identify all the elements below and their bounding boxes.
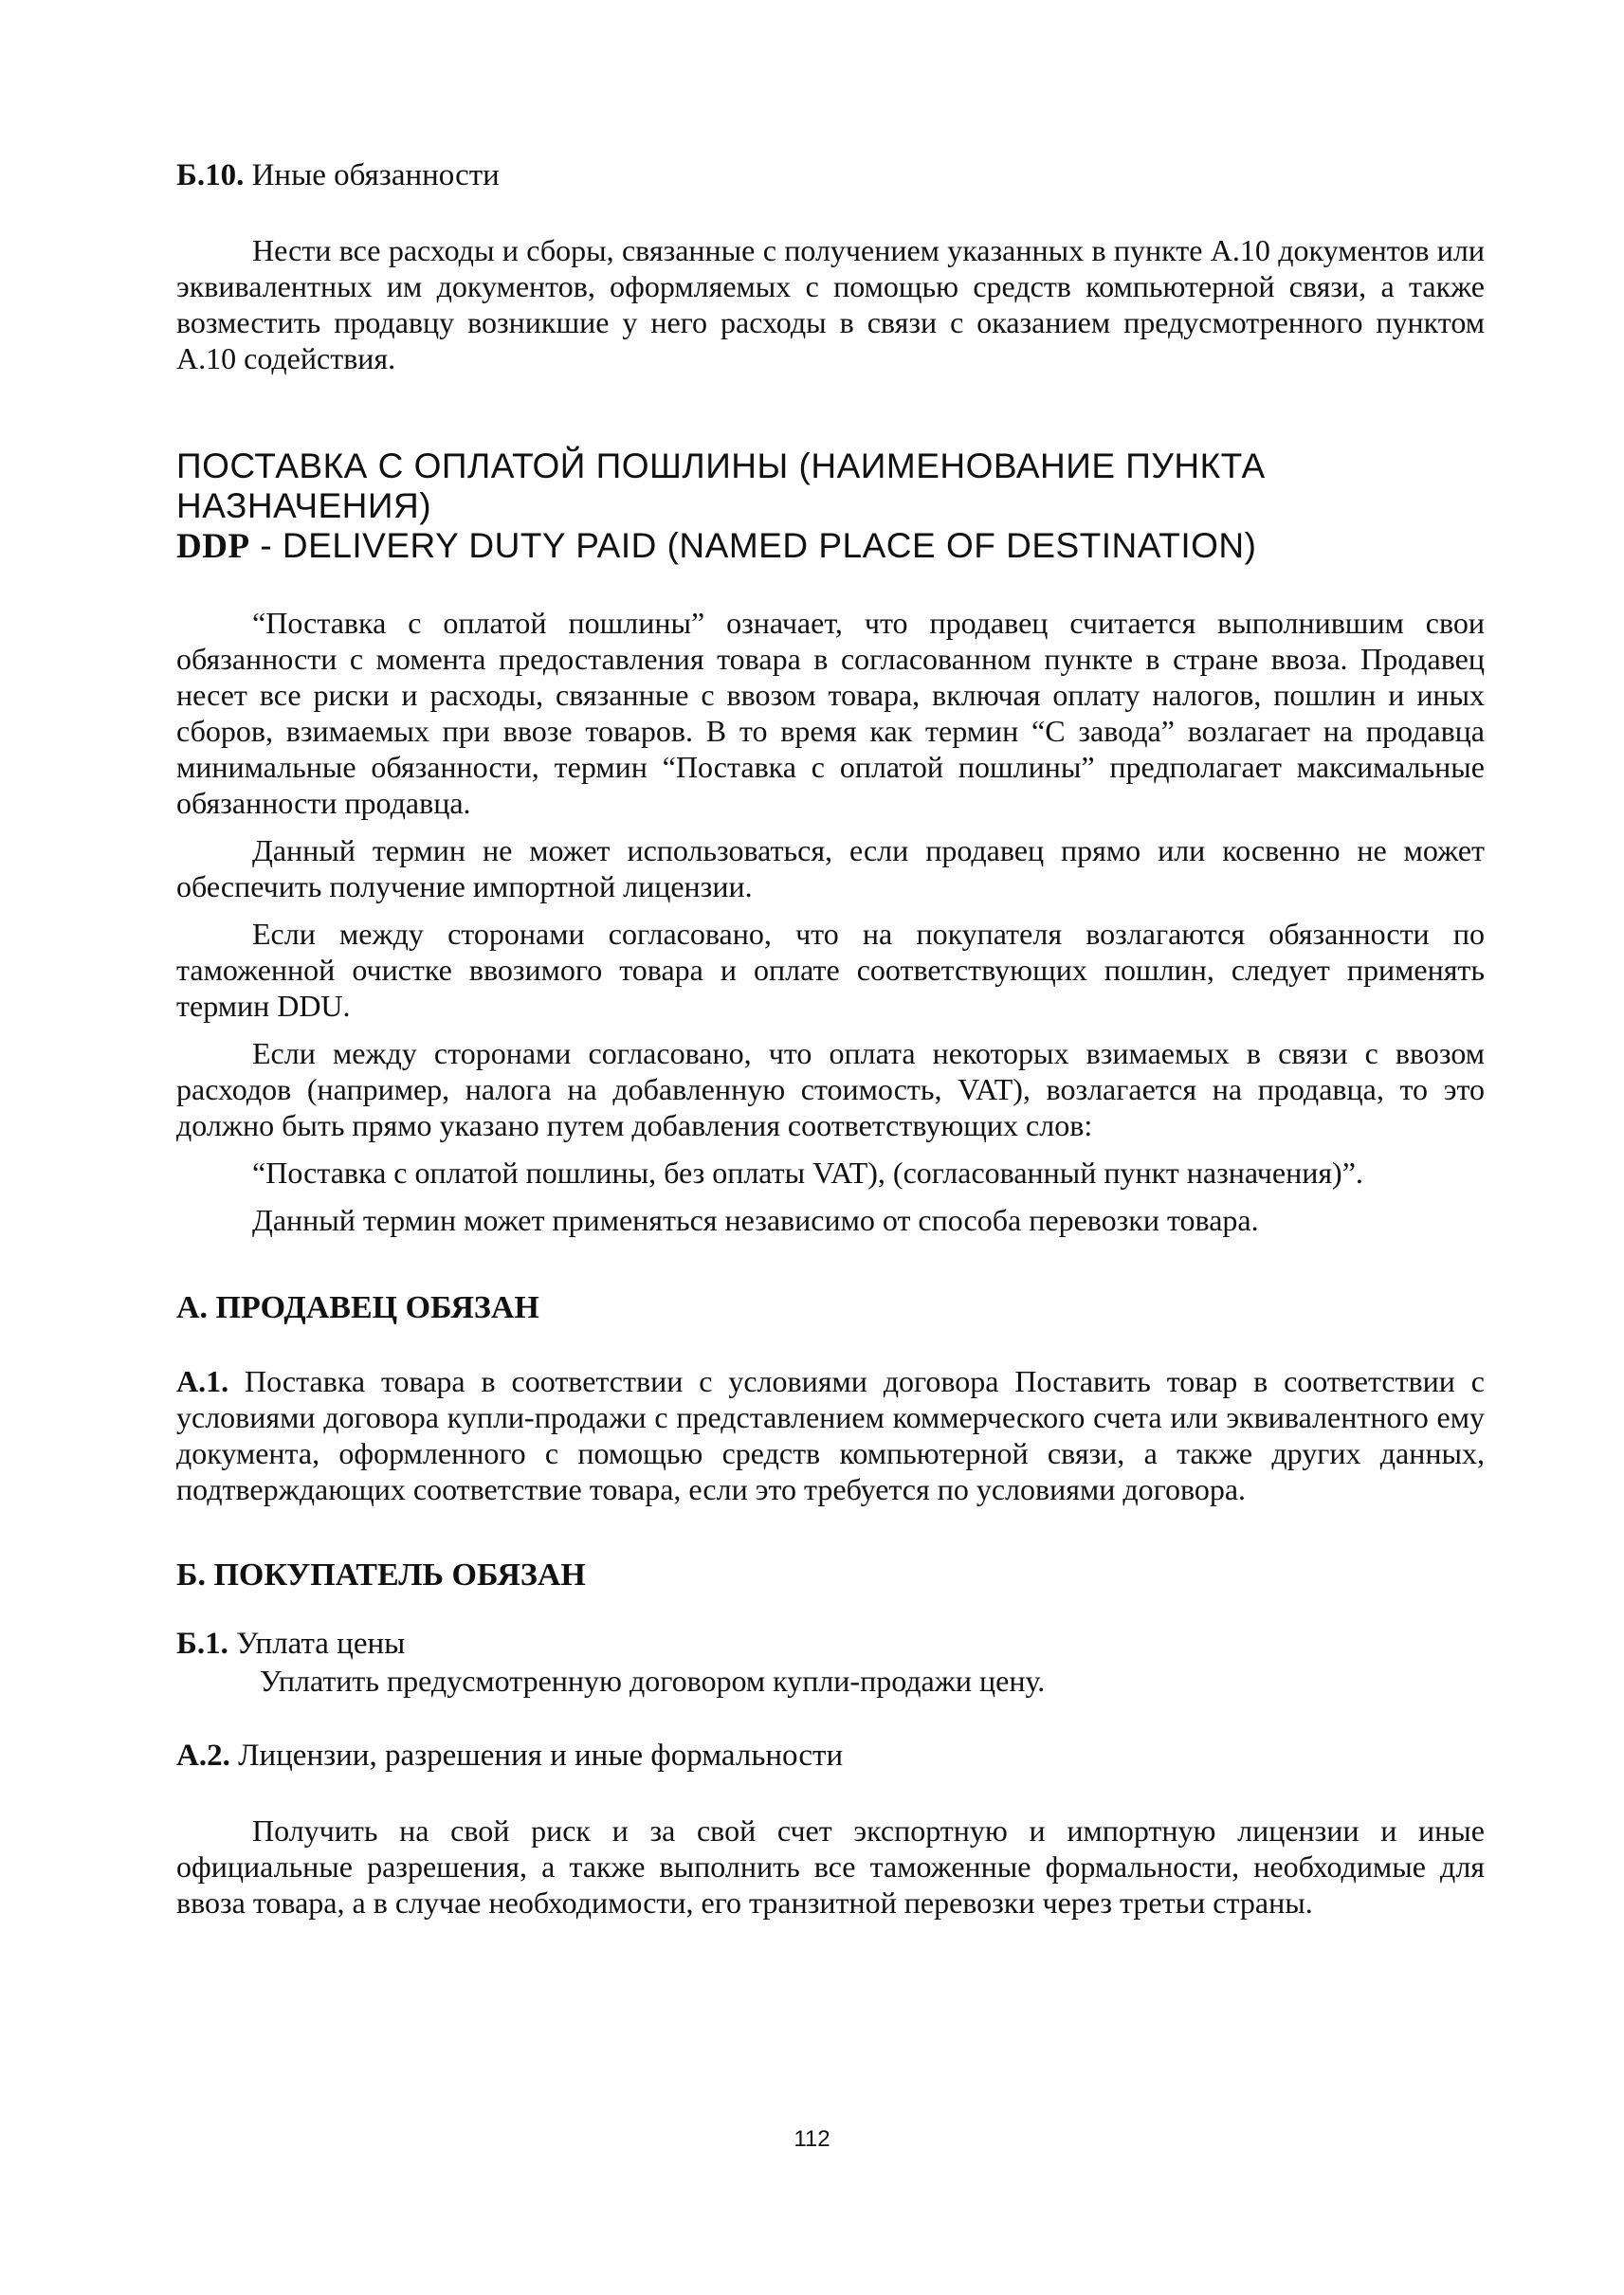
ddp-title-ru-line2: НАЗНАЧЕНИЯ) [176, 486, 432, 525]
buyer-b1-body: Уплатить предусмотренную договором купли-продажи цену. [260, 1664, 1046, 1698]
ddp-paragraph-1: “Поставка с оплатой пошлины” означает, что продавец считается выполнившим свои обязанности с момента предоставления товара в согласованном пункте в стране ввоза. Продавец несет все риски и расходы, связанные с ввозом товара, включая оплату налогов, пошлин и иных сборов, взимаемых при ввозе товаров. В то время как термин “С завода” возлагает на продавца минимальные обязанности, термин “Поставка с оплатой пошлины” предполагает максимальные обязанности продавца. [176, 606, 1485, 820]
buyer-a2-heading [176, 1737, 1485, 1775]
seller-heading: А. ПРОДАВЕЦ ОБЯЗАН [176, 1290, 539, 1325]
seller-a1-body: Поставка товара в соответствии с условиями договора Поставить товар в соответствии с условиями договора купли-продажи с представлением коммерческого счета или эквивалентного ему документа, оформленного с помощью средств компьютерной связи, а также других данных, подтверждающих соответствие товара, если это требуется по условиями договора. [176, 1364, 1486, 1506]
buyer-a2-number: А.2. [176, 1739, 230, 1773]
page-number: 112 [794, 2126, 830, 2152]
ddp-title-block [176, 446, 1485, 567]
section-b10-body: Нести все расходы и сборы, связанные с получением указанных в пункте А.10 документов или эквивалентных им документов, оформляемых с помощью средств компьютерной связи, а также возместить продавцу возникшие у него расходы в связи с оказанием предусмотренного пунктом А.10 содействия. [176, 233, 1485, 375]
ddp-title-en-text: - DELIVERY DUTY PAID (NAMED PLACE OF DESTINATION) [249, 526, 1257, 565]
ddp-code: DDP [176, 527, 250, 566]
buyer-b1-heading [176, 1625, 1485, 1663]
buyer-b1-number: Б.1. [176, 1627, 228, 1661]
ddp-title-ru-line1: ПОСТАВКА С ОПЛАТОЙ ПОШЛИНЫ (НАИМЕНОВАНИЕ ПУНКТА [176, 446, 1266, 485]
seller-a1-number: А.1. [176, 1364, 229, 1398]
section-b10-heading [176, 156, 1485, 194]
ddp-paragraph-3: Если между сторонами согласовано, что на покупателя возлагаются обязанности по таможенной очистке ввозимого товара и оплате соответствующих пошлин, следует применять термин DDU. [176, 917, 1485, 1023]
ddp-paragraph-2: Данный термин не может использоваться, если продавец прямо или косвенно не может обеспечить получение импортной лицензии. [176, 833, 1485, 903]
buyer-a2-title: Лицензии, разрешения и иные формальности [238, 1739, 844, 1773]
document-page [176, 156, 1485, 1921]
ddp-title-en [176, 526, 1485, 567]
seller-a1 [176, 1363, 1485, 1507]
section-b10-number: Б.10. [176, 158, 245, 192]
buyer-a2-body: Получить на свой риск и за свой счет экспортную и импортную лицензии и иные официальные разрешения, а также выполнить все таможенные формальности, необходимые для ввоза товара, а в случае необходимости, его транзитной перевозки через третьи страны. [176, 1813, 1485, 1920]
buyer-heading: Б. ПОКУПАТЕЛЬ ОБЯЗАН [176, 1557, 586, 1593]
section-b10-title: Иные обязанности [251, 158, 500, 192]
ddp-paragraph-4: Если между сторонами согласовано, что оплата некоторых взимаемых в связи с ввозом расходов (например, налога на добавленную стоимость, VAT), возлагается на продавца, то это должно быть прямо указано путем добавления соответствующих слов: [176, 1036, 1485, 1142]
ddp-paragraph-6: Данный термин может применяться независимо от способа перевозки товара. [252, 1203, 1259, 1237]
buyer-b1-title: Уплата цены [236, 1627, 406, 1661]
ddp-paragraph-5: “Поставка с оплатой пошлины, без оплаты VAT), (согласованный пункт назначения)”. [252, 1156, 1363, 1190]
